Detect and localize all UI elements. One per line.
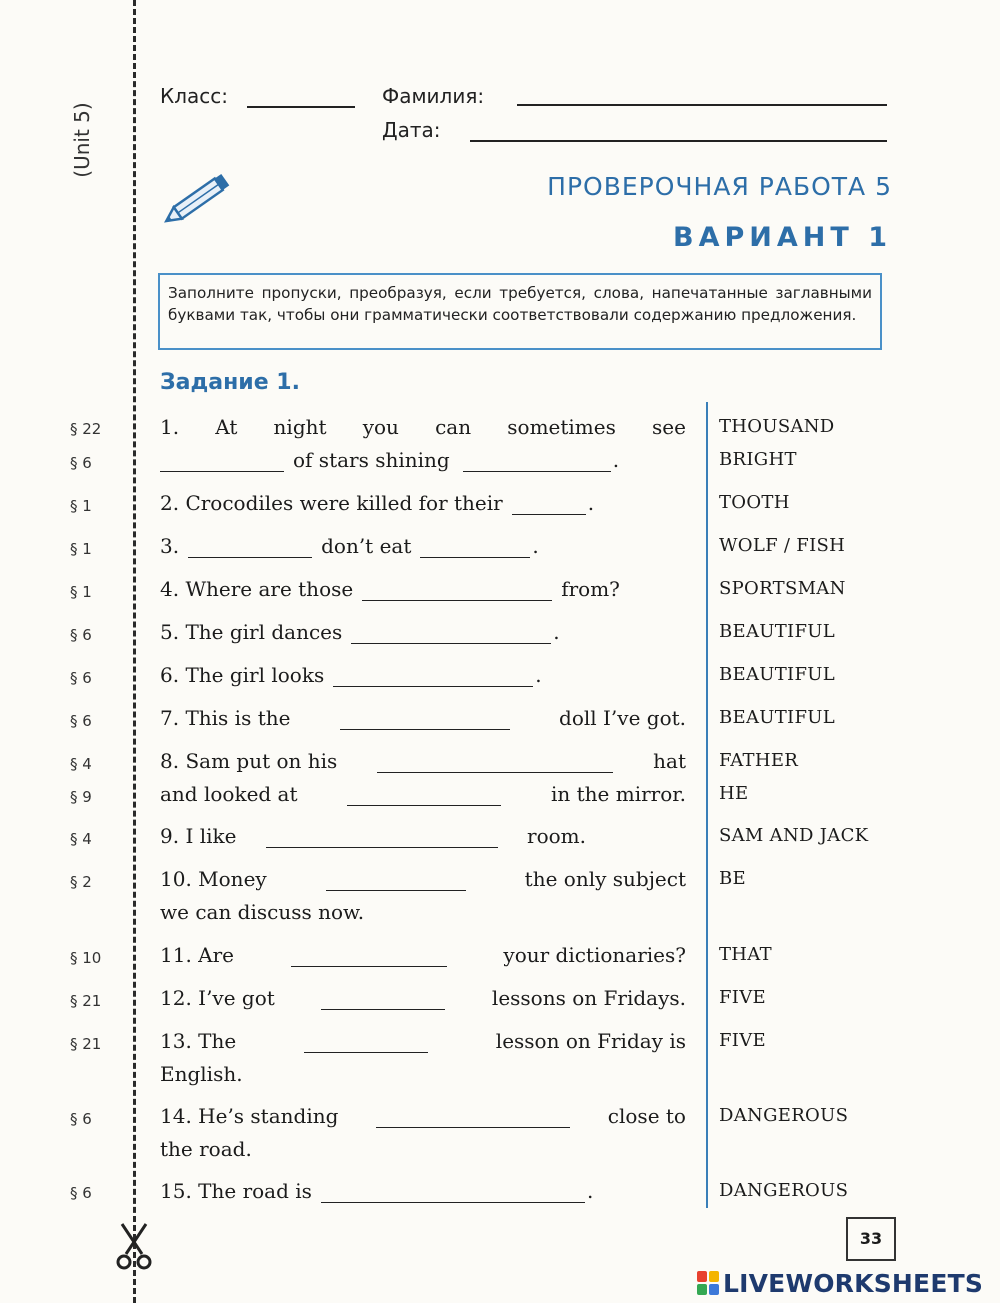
sentence-10: 10. Money the only subject	[160, 867, 686, 891]
source-word: SAM AND JACK	[719, 825, 869, 846]
surname-label: Фамилия:	[382, 84, 485, 108]
sentence-3: 3. don’t eat .	[160, 534, 539, 558]
page-number: 33	[846, 1217, 896, 1261]
sentence-2: 2. Crocodiles were killed for their .	[160, 491, 595, 515]
paragraph-ref: § 6	[70, 1184, 92, 1202]
liveworksheets-icon	[697, 1271, 719, 1295]
source-word: FIVE	[719, 1030, 766, 1051]
sentence-8-cont: and looked at in the mirror.	[160, 782, 686, 806]
unit-label: (Unit 5)	[70, 102, 94, 178]
paragraph-ref: § 1	[70, 583, 92, 601]
paragraph-ref: § 6	[70, 712, 92, 730]
answer-blank[interactable]	[188, 535, 312, 558]
sentence-8: 8. Sam put on his hat	[160, 749, 686, 773]
class-field[interactable]	[247, 106, 355, 108]
sentence-13-cont: English.	[160, 1062, 243, 1086]
source-word: TOOTH	[719, 492, 790, 513]
sentence-1-cont: of stars shining .	[160, 445, 686, 475]
sentence-15: 15. The road is .	[160, 1179, 594, 1203]
paragraph-ref: § 10	[70, 949, 102, 967]
answer-blank[interactable]	[333, 664, 533, 687]
answer-blank[interactable]	[420, 535, 530, 558]
brand-name: LIVEWORKSHEETS	[723, 1268, 984, 1298]
brand-logo	[697, 1266, 983, 1300]
date-field[interactable]	[470, 140, 887, 142]
answer-blank[interactable]	[512, 492, 586, 515]
paragraph-ref: § 21	[70, 992, 102, 1010]
paragraph-ref: § 1	[70, 497, 92, 515]
sentence-12: 12. I’ve got lessons on Fridays.	[160, 986, 686, 1010]
date-label: Дата:	[382, 118, 441, 142]
source-word: BE	[719, 868, 746, 889]
page-title: ПРОВЕРОЧНАЯ РАБОТА 5	[547, 172, 892, 201]
paragraph-ref: § 4	[70, 830, 92, 848]
answer-blank[interactable]	[376, 1105, 570, 1128]
sentence-11: 11. Are your dictionaries?	[160, 943, 686, 967]
answer-blank[interactable]	[321, 1180, 585, 1203]
instruction-box: Заполните пропуски, преобразуя, если требуется, слова, напечатанные заглавными буквами так, чтобы они грамматически соответствовали содержанию предложения.	[158, 273, 882, 350]
source-word: WOLF / FISH	[719, 535, 846, 556]
answer-blank[interactable]	[351, 621, 551, 644]
source-word: BEAUTIFUL	[719, 621, 835, 642]
sentence-1: 1. At night you can sometimes see	[160, 415, 686, 439]
answer-blank[interactable]	[340, 707, 510, 730]
paragraph-ref: § 9	[70, 788, 92, 806]
sentence-13: 13. The lesson on Friday is	[160, 1029, 686, 1053]
answer-blank[interactable]	[304, 1030, 428, 1053]
paragraph-ref: § 6	[70, 626, 92, 644]
class-label: Класс:	[160, 84, 228, 108]
answer-blank[interactable]	[377, 750, 613, 773]
source-word: BEAUTIFUL	[719, 664, 835, 685]
pencil-icon	[158, 170, 238, 230]
paragraph-ref: § 22	[70, 420, 102, 438]
answer-blank[interactable]	[347, 783, 501, 806]
source-word: SPORTSMAN	[719, 578, 846, 599]
sentence-7: 7. This is the doll I’ve got.	[160, 706, 686, 730]
sentence-5: 5. The girl dances .	[160, 620, 560, 644]
cut-line	[133, 0, 136, 1303]
source-word: BRIGHT	[719, 449, 797, 470]
answer-blank[interactable]	[160, 449, 284, 472]
paragraph-ref: § 6	[70, 1110, 92, 1128]
answer-blank[interactable]	[291, 944, 447, 967]
source-word: THAT	[719, 944, 772, 965]
answer-blank[interactable]	[326, 868, 466, 891]
paragraph-ref: § 4	[70, 755, 92, 773]
paragraph-ref: § 6	[70, 669, 92, 687]
variant-title: ВАРИАНТ 1	[673, 222, 892, 253]
surname-field[interactable]	[517, 104, 887, 106]
source-word: BEAUTIFUL	[719, 707, 835, 728]
sentence-6: 6. The girl looks .	[160, 663, 542, 687]
source-word: FATHER	[719, 750, 799, 771]
paragraph-ref: § 1	[70, 540, 92, 558]
sentence-14-cont: the road.	[160, 1137, 252, 1161]
source-word: THOUSAND	[719, 416, 835, 437]
sentence-4: 4. Where are those from?	[160, 577, 620, 601]
paragraph-ref: § 2	[70, 873, 92, 891]
answer-blank[interactable]	[321, 987, 445, 1010]
source-word: FIVE	[719, 987, 766, 1008]
sentence-14: 14. He’s standing close to	[160, 1104, 686, 1128]
answer-blank[interactable]	[266, 825, 498, 848]
task-title: Задание 1.	[160, 370, 300, 395]
column-divider	[706, 402, 708, 1208]
sentence-9: 9. I like room.	[160, 824, 586, 848]
scissors-icon	[114, 1222, 154, 1272]
paragraph-ref: § 6	[70, 454, 92, 472]
source-word: DANGEROUS	[719, 1180, 849, 1201]
answer-blank[interactable]	[362, 578, 552, 601]
answer-blank[interactable]	[463, 449, 611, 472]
source-word: DANGEROUS	[719, 1105, 849, 1126]
source-word: HE	[719, 783, 749, 804]
paragraph-ref: § 21	[70, 1035, 102, 1053]
sentence-10-cont: we can discuss now.	[160, 900, 365, 924]
